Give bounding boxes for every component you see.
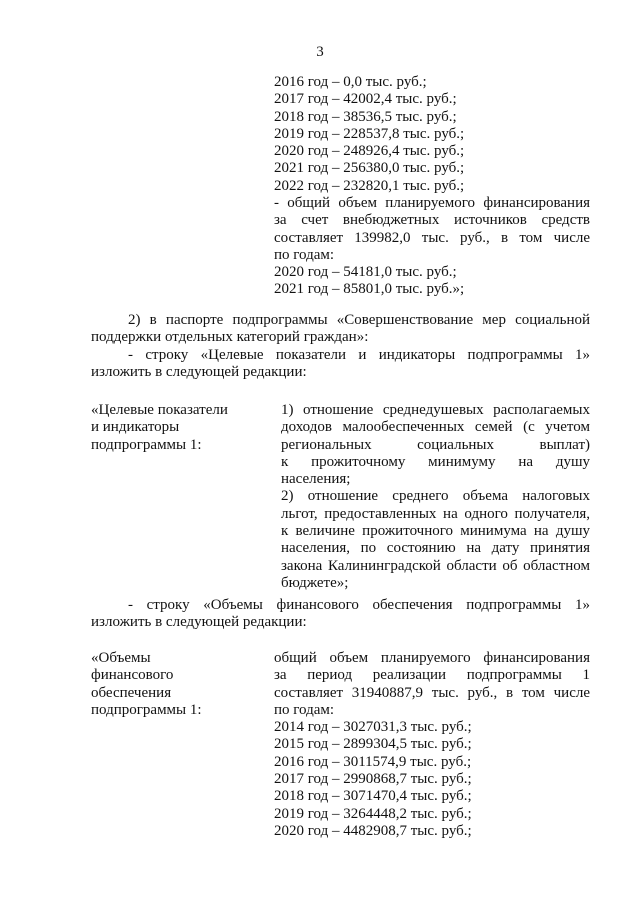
text-line: закона Калининградской области об областном [281,557,590,574]
text-line: за счет внебюджетных источников средств [274,212,590,229]
text-line: составляет 139982,0 тыс. руб., в том числе [274,229,590,246]
label-line: «Объемы [91,650,151,666]
top-amounts-list [274,74,464,195]
list-item: 2021 год – 85801,0 тыс. руб.»; [274,281,465,298]
list-item: 2019 год – 3264448,2 тыс. руб.; [274,805,472,822]
list-item: 2016 год – 0,0 тыс. руб.; [274,74,427,90]
text-line: - строку «Объемы финансового обеспечения подпрограммы 1» [128,597,590,613]
text-line: льгот, предоставленных на одного получателя, [281,505,590,522]
text-line: 2) в паспорте подпрограммы «Совершенствование мер социальной [128,312,590,328]
text-line: населения, по состоянию на дату принятия [281,540,590,557]
item-2-paragraph [91,312,590,381]
list-item: 2014 год – 3027031,3 тыс. руб.; [274,719,472,736]
text-line: доходов малообеспеченных семей (с учетом [281,419,590,436]
text-line: общий объем планируемого финансирования [274,650,590,666]
funding-label [91,650,202,719]
label-line: обеспечения [91,684,172,701]
page-number: 3 [316,44,324,60]
text-line: бюджете»; [281,574,349,591]
list-item: 2016 год – 3011574,9 тыс. руб.; [274,753,472,770]
text-line: - общий объем планируемого финансирования [274,195,590,211]
text-line: по годам: [274,701,335,718]
list-item: 2015 год – 2899304,5 тыс. руб.; [274,736,472,753]
list-item: 2021 год – 256380,0 тыс. руб.; [274,160,465,177]
text-line: 1) отношение среднедушевых располагаемых [281,402,590,418]
text-line: к прожиточному минимуму на душу [281,453,590,470]
text-line: по годам: [274,246,335,263]
text-line: изложить в следующей редакции: [91,363,307,380]
text-line: - строку «Целевые показатели и индикаторы подпрограммы 1» [128,346,590,363]
list-item: 2019 год – 228537,8 тыс. руб.; [274,125,465,142]
extrabudget-paragraph [274,195,590,299]
text-line: населения; [281,471,351,488]
list-item: 2020 год – 54181,0 тыс. руб.; [274,264,457,281]
text-line: 2) отношение среднего объема налоговых [281,488,590,505]
text-line: поддержки отдельных категорий граждан»: [91,329,369,346]
indicators-text [281,402,590,592]
label-line: финансового [91,667,174,684]
list-item: 2018 год – 3071470,4 тыс. руб.; [274,788,472,805]
text-line: изложить в следующей редакции: [91,614,307,631]
text-line: к величине прожиточного минимума на душу [281,523,590,540]
funding-text [274,650,590,840]
list-item: 2020 год – 4482908,7 тыс. руб.; [274,822,472,839]
list-item: 2020 год – 248926,4 тыс. руб.; [274,143,465,160]
label-line: подпрограммы 1: [91,436,202,453]
label-line: «Целевые показатели [91,402,228,418]
list-item: 2018 год – 38536,5 тыс. руб.; [274,108,457,125]
list-item: 2022 год – 232820,1 тыс. руб.; [274,177,465,194]
list-item: 2017 год – 42002,4 тыс. руб.; [274,91,457,108]
text-line: составляет 31940887,9 тыс. руб., в том числе [274,684,590,701]
list-item: 2017 год – 2990868,7 тыс. руб.; [274,771,472,788]
text-line: региональных социальных выплат) [281,436,590,453]
text-line: за период реализации подпрограммы 1 [274,667,590,684]
label-line: подпрограммы 1: [91,701,202,718]
indicators-label [91,402,228,454]
label-line: и индикаторы [91,419,180,436]
funding-intro [91,597,590,632]
